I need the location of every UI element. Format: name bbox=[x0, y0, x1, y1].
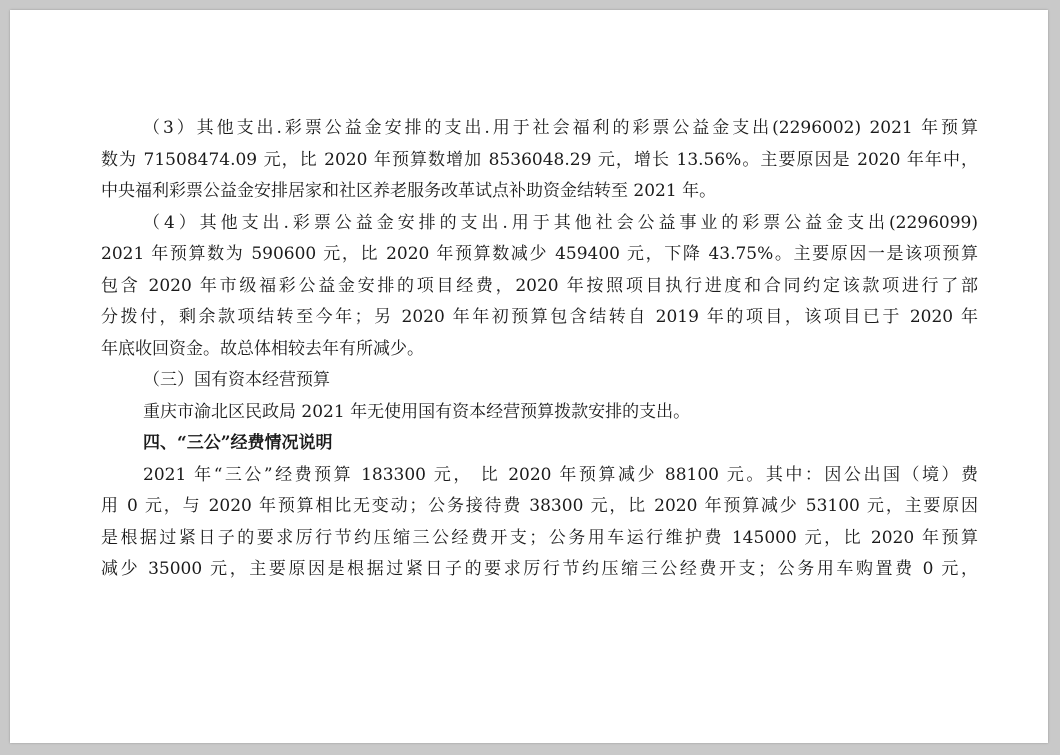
paragraph-line: 包含 2020 年市级福彩公益金安排的项目经费，2020 年按照项目执行进度和合同约定该款项进行了部 bbox=[101, 275, 978, 296]
paragraph-line: 年底收回资金。故总体相较去年有所减少。 bbox=[101, 338, 424, 359]
paragraph-line: 中央福利彩票公益金安排居家和社区养老服务改革试点补助资金结转至 2021 年。 bbox=[101, 181, 717, 201]
paragraph-line: 用 0 元，与 2020 年预算相比无变动；公务接待费 38300 元，比 2020 年预算减少 53100 元，主要原因 bbox=[101, 496, 978, 516]
paragraph-line: （4）其他支出.彩票公益金安排的支出.用于其他社会公益事业的彩票公益金支出(2296099) bbox=[143, 212, 978, 233]
document-page bbox=[10, 10, 1048, 743]
document-body bbox=[101, 113, 978, 586]
paragraph-line: 分拨付，剩余款项结转至今年；另 2020 年年初预算包含结转自 2019 年的项目，该项目已于 2020 年 bbox=[101, 307, 978, 327]
paragraph-line: 2021 年预算数为 590600 元，比 2020 年预算数减少 459400 元，下降 43.75%。主要原因一是该项预算 bbox=[101, 244, 978, 264]
section-heading: 四、“三公”经费情况说明 bbox=[143, 433, 333, 453]
paragraph-line: （3）其他支出.彩票公益金安排的支出.用于社会福利的彩票公益金支出(2296002) 2021 年预算 bbox=[143, 118, 978, 138]
paragraph-line: 数为 71508474.09 元，比 2020 年预算数增加 8536048.29 元，增长 13.56%。主要原因是 2020 年年中， bbox=[101, 149, 978, 170]
paragraph-line: 2021 年“三公”经费预算 183300 元， 比 2020 年预算减少 88100 元。其中：因公出国（境）费 bbox=[143, 464, 978, 485]
paragraph-line: 重庆市渝北区民政局 2021 年无使用国有资本经营预算拨款安排的支出。 bbox=[143, 401, 691, 422]
section-heading: （三）国有资本经营预算 bbox=[143, 370, 330, 390]
paragraph-line: 减少 35000 元，主要原因是根据过紧日子的要求厉行节约压缩三公经费开支；公务用车购置费 0 元， bbox=[101, 559, 978, 579]
paragraph-line: 是根据过紧日子的要求厉行节约压缩三公经费开支；公务用车运行维护费 145000 元，比 2020 年预算 bbox=[101, 527, 978, 548]
